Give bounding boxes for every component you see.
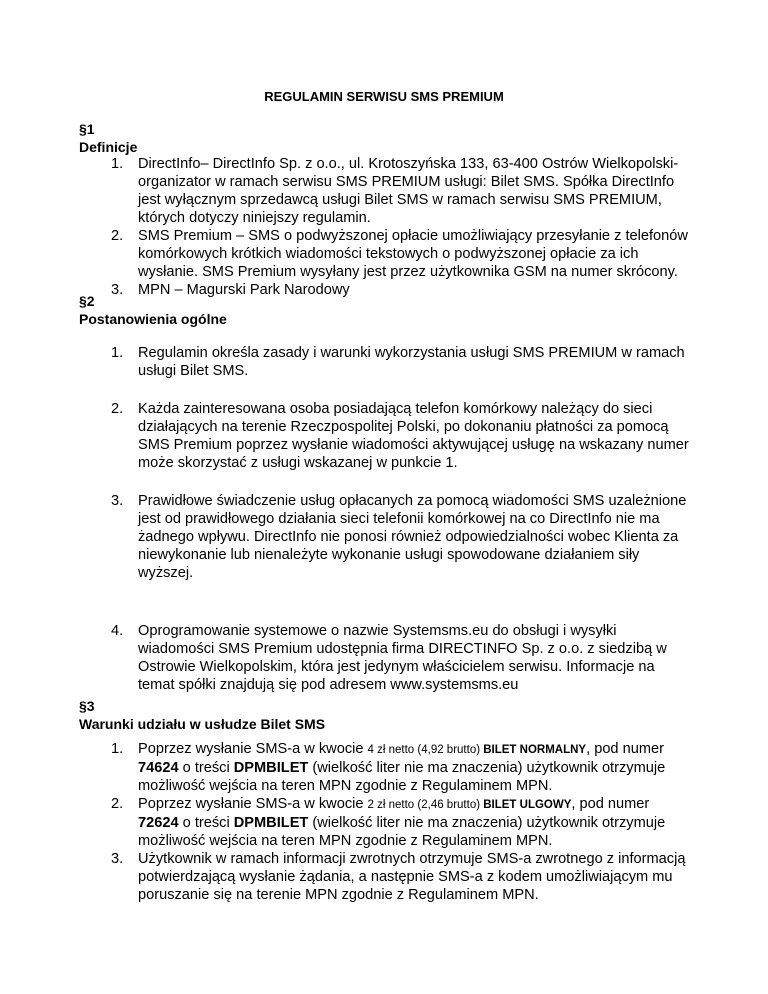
- list-item: [79, 622, 689, 694]
- list-item: [79, 227, 689, 281]
- list-item: [79, 281, 689, 299]
- short-number: 74624: [138, 760, 179, 776]
- sms-code: DPMBILET: [233, 760, 309, 776]
- item-number: 3.: [111, 282, 124, 298]
- ticket-type: BILET NORMALNY: [483, 744, 587, 756]
- item-text: Poprzez wysłanie SMS-a w kwocie: [138, 741, 368, 757]
- item-number: 4.: [111, 623, 124, 639]
- list-item: [79, 850, 689, 904]
- item-text: SMS Premium – SMS o podwyższonej opłacie umożliwiający przesyłanie z telefonów komórkowych krótkich wiadomości tekstowych o podwyższonej opłacie za ich wysłanie. SMS Premium wysyłany jest przez użytkownika GSM na numer skrócony.: [138, 228, 688, 280]
- item-text: , pod numer: [571, 796, 650, 812]
- item-text: Poprzez wysłanie SMS-a w kwocie: [138, 796, 368, 812]
- price-text: 4 zł netto (4,92 brutto): [367, 744, 484, 756]
- list-item: [79, 155, 689, 227]
- sms-code: DPMBILET: [233, 815, 309, 831]
- document-title: REGULAMIN SERWISU SMS PREMIUM: [264, 89, 504, 104]
- section-3-heading: Warunki udziału w usłudze Bilet SMS: [79, 716, 326, 732]
- list-item: [79, 795, 689, 850]
- list-item: [79, 400, 689, 472]
- ticket-type: BILET ULGOWY: [483, 799, 572, 811]
- item-number: 2.: [111, 796, 124, 812]
- item-text: , pod numer: [586, 741, 664, 757]
- item-number: 3.: [111, 493, 124, 509]
- item-text: Użytkownik w ramach informacji zwrotnych otrzymuje SMS-a zwrotnego z informacją potwierdzającą wysłanie żądania, a następnie SMS-a z kodem umożliwiającym mu poruszanie się na terenie MPN zgodnie z Regulaminem MPN.: [138, 851, 686, 903]
- section-1-heading: Definicje: [79, 139, 138, 155]
- item-number: 2.: [111, 228, 124, 244]
- section-2-list: [79, 344, 689, 694]
- item-number: 3.: [111, 851, 124, 867]
- section-3-list: [79, 740, 689, 904]
- list-item: [79, 344, 689, 380]
- item-text: Oprogramowanie systemowe o nazwie Systemsms.eu do obsługi i wysyłki wiadomości SMS Premium udostępnia firma DIRECTINFO Sp. z o.o. z siedzibą w Ostrowie Wielkopolskim, która jest jedynym właścicielem serwisu. Informacje na temat spółki znajdują się pod adresem www.systemsms.eu: [138, 623, 667, 693]
- item-number: 1.: [111, 741, 124, 757]
- item-text: (wielkość liter nie ma znaczenia) użytkownik otrzymuje możliwość wejścia na teren MPN zgodnie z Regulaminem MPN.: [138, 815, 666, 849]
- item-text: Prawidłowe świadczenie usług opłacanych za pomocą wiadomości SMS uzależnione jest od prawidłowego działania sieci telefonii komórkowej na co DirectInfo nie ma żadnego wpływu. DirectInfo nie ponosi również odpowiedzialności wobec Klienta za niewykonanie lub nienależyte wykonanie usługi spowodowane działaniem siły wyższej.: [138, 493, 687, 581]
- section-2-heading: Postanowienia ogólne: [79, 311, 227, 327]
- list-item: [79, 492, 689, 582]
- list-item: [79, 740, 689, 795]
- item-text: Każda zainteresowana osoba posiadającą telefon komórkowy należący do sieci działających na terenie Rzeczpospolitej Polski, po dokonaniu płatności za pomocą SMS Premium poprzez wysłanie wiadomości aktywującej usługę na wskazany numer może skorzystać z usługi wskazanej w punkcie 1.: [138, 401, 689, 471]
- price-text: 2 zł netto (2,46 brutto): [367, 799, 484, 811]
- section-1-list: [79, 155, 689, 299]
- section-2-label: §2: [79, 293, 95, 309]
- short-number: 72624: [138, 815, 179, 831]
- item-text: (wielkość liter nie ma znaczenia) użytkownik otrzymuje możliwość wejścia na teren MPN zgodnie z Regulaminem MPN.: [138, 760, 666, 794]
- section-3-label: §3: [79, 698, 95, 714]
- item-number: 1.: [111, 156, 124, 172]
- item-text: o treści: [178, 815, 234, 831]
- item-text: MPN – Magurski Park Narodowy: [138, 282, 350, 298]
- item-number: 2.: [111, 401, 124, 417]
- section-1-label: §1: [79, 121, 95, 137]
- item-text: Regulamin określa zasady i warunki wykorzystania usługi SMS PREMIUM w ramach usługi Bilet SMS.: [138, 345, 685, 379]
- item-text: o treści: [178, 760, 234, 776]
- item-number: 1.: [111, 345, 124, 361]
- item-text: DirectInfo– DirectInfo Sp. z o.o., ul. Krotoszyńska 133, 63-400 Ostrów Wielkopolski- organizator w ramach serwisu SMS PREMIUM usługi: Bilet SMS. Spółka DirectInfo jest wyłącznym sprzedawcą usługi Bilet SMS w ramach serwisu SMS PREMIUM, których dotyczy niniejszy regulamin.: [138, 156, 679, 226]
